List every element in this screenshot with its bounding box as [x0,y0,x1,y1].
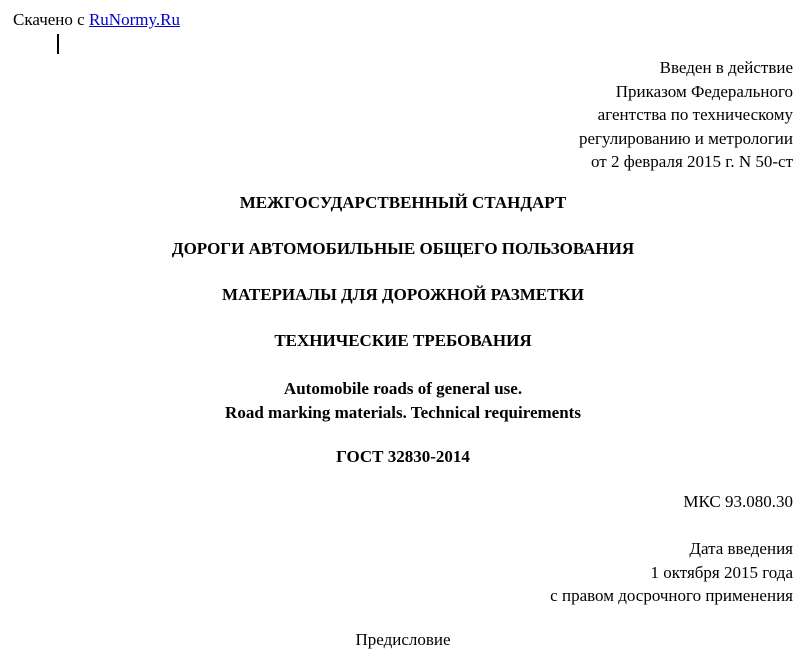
approval-line: агентства по техническому [597,105,793,124]
mks-code: МКС 93.080.30 [683,492,793,511]
approval-line: регулированию и метрологии [578,128,793,148]
requirements-heading: ТЕХНИЧЕСКИЕ ТРЕБОВАНИЯ [274,331,532,350]
intro-date-value: 1 октября 2015 года [650,562,793,582]
source-link[interactable]: RuNormy.Ru [88,10,180,29]
gost-number: ГОСТ 32830-2014 [336,447,470,466]
standard-type-heading: МЕЖГОСУДАРСТВЕННЫЙ СТАНДАРТ [239,193,567,212]
intro-date-note: с правом досрочного применения [550,586,793,605]
source-line [13,10,180,30]
materials-heading: МАТЕРИАЛЫ ДЛЯ ДОРОЖНОЙ РАЗМЕТКИ [222,285,584,304]
approval-line: Введен в действие [659,58,793,77]
approval-block [579,56,793,174]
source-prefix: Скачено с [13,10,89,29]
approval-line: Приказом Федерального [615,81,793,101]
preface-heading: Предисловие [355,630,451,649]
approval-line: от 2 февраля 2015 г. N 50-ст [590,152,793,171]
text-cursor [57,34,59,54]
english-title [0,377,799,424]
subject-heading: ДОРОГИ АВТОМОБИЛЬНЫЕ ОБЩЕГО ПОЛЬЗОВАНИЯ [171,239,635,258]
english-title-line: Automobile roads of general use. [283,379,523,398]
english-title-line: Road marking materials. Technical requirements [225,402,581,422]
intro-date-block [550,537,793,608]
intro-date-label: Дата введения [689,539,793,558]
